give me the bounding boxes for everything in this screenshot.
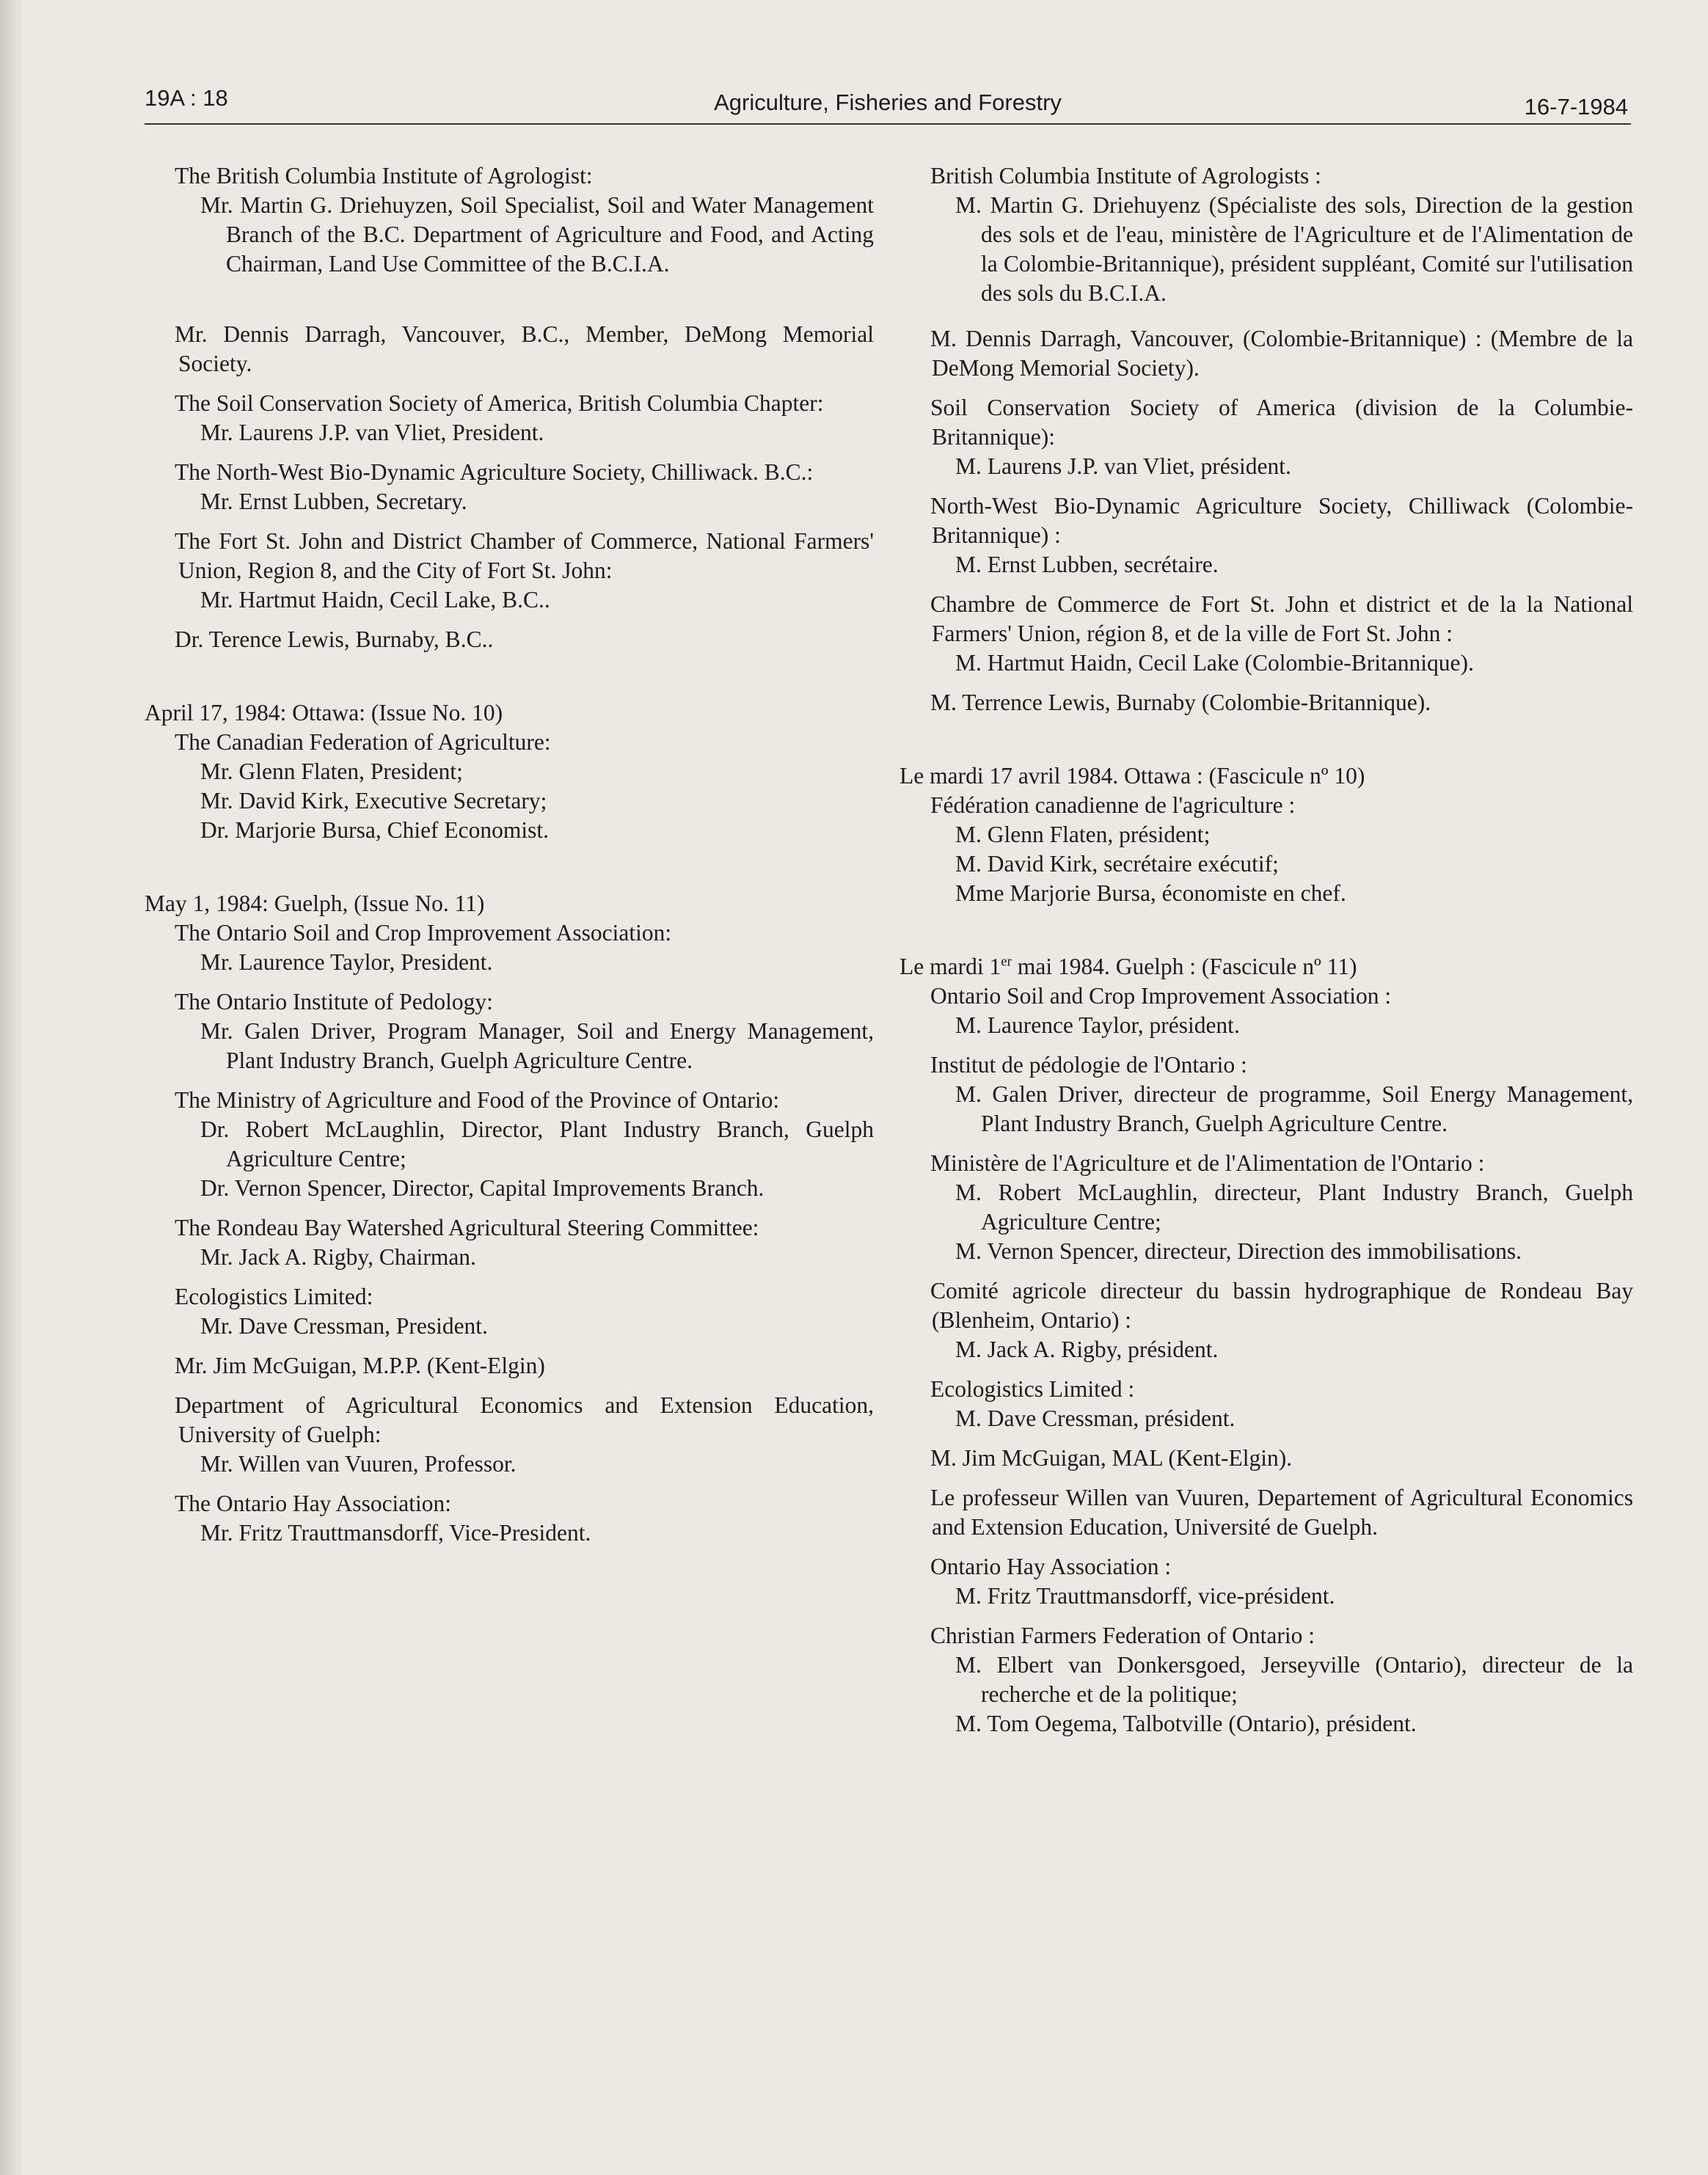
hearing-date: April 17, 1984: Ottawa: (Issue No. 10) (145, 700, 503, 725)
witness-org: The Soil Conservation Society of America, British Columbia Chapter: (175, 390, 824, 416)
date-prefix: Le mardi 1 (899, 954, 1001, 979)
witness-person: Dr. Marjorie Bursa, Chief Economist. (200, 817, 550, 843)
witness-person: M. Tom Oegema, Talbotville (Ontario), président. (955, 1711, 1417, 1736)
witness-person: M. Glenn Flaten, président; (955, 822, 1211, 847)
witness-org: The Rondeau Bay Watershed Agricultural Steering Committee: (175, 1215, 759, 1240)
witness-person: M. Hartmut Haidn, Cecil Lake (Colombie-Britannique). (955, 650, 1474, 676)
witness-org: Ontario Hay Association : (930, 1554, 1172, 1579)
witness-person: Mr. Martin G. Driehuyzen, Soil Specialist, Soil and Water Management Branch of the B.C. Department of Agriculture and Food, and Acting Chairman, Land Use Committee of the B.C.I.A. (200, 192, 874, 277)
witness-person: Mr. Willen van Vuuren, Professor. (200, 1451, 517, 1477)
witness-person: Mr. Galen Driver, Program Manager, Soil and Energy Management, Plant Industry Branch, Guelph Agriculture Centre. (200, 1018, 874, 1073)
hearing-date: May 1, 1984: Guelph, (Issue No. 11) (145, 891, 485, 916)
witness-org: The Ontario Institute of Pedology: (175, 989, 493, 1015)
witness-person: M. Dave Cressman, président. (955, 1405, 1236, 1431)
witness-person: Mr. Ernst Lubben, Secretary. (200, 489, 467, 514)
witness-individual: Dr. Terence Lewis, Burnaby, B.C.. (175, 626, 494, 652)
witness-person: Mr. Laurence Taylor, President. (200, 949, 493, 975)
witness-person: M. David Kirk, secrétaire exécutif; (955, 851, 1279, 877)
witness-org: Ecologistics Limited: (175, 1284, 373, 1309)
witness-org: The Ontario Hay Association: (175, 1491, 452, 1516)
page-date: 16-7-1984 (1524, 94, 1628, 120)
witness-person: Mr. Fritz Trauttmansdorff, Vice-President. (200, 1520, 591, 1546)
witness-person: Mr. Hartmut Haidn, Cecil Lake, B.C.. (200, 587, 550, 613)
witness-org: The Fort St. John and District Chamber of Commerce, National Farmers' Union, Region 8, and the City of Fort St. John: (175, 528, 874, 583)
witness-person: Mr. Dave Cressman, President. (200, 1313, 488, 1339)
witness-individual: Mr. Jim McGuigan, M.P.P. (Kent-Elgin) (175, 1353, 545, 1378)
witness-person: M. Laurence Taylor, président. (955, 1012, 1240, 1038)
witness-person: M. Vernon Spencer, directeur, Direction des immobilisations. (955, 1238, 1522, 1264)
witness-person: M. Laurens J.P. van Vliet, président. (955, 453, 1291, 479)
witness-person: Dr. Vernon Spencer, Director, Capital Improvements Branch. (200, 1175, 764, 1201)
witness-org: Ontario Soil and Crop Improvement Association : (930, 983, 1392, 1009)
witness-person: M. Robert McLaughlin, directeur, Plant Industry Branch, Guelph Agriculture Centre; (955, 1180, 1633, 1235)
witness-person: Dr. Robert McLaughlin, Director, Plant Industry Branch, Guelph Agriculture Centre; (200, 1116, 874, 1171)
witness-org: Soil Conservation Society of America (division de la Columbie-Britannique): (930, 395, 1633, 450)
page-binding-shadow (0, 0, 22, 2175)
witness-person: Mr. Laurens J.P. van Vliet, President. (200, 420, 544, 445)
witness-org: Christian Farmers Federation of Ontario : (930, 1623, 1315, 1648)
witness-person: Mr. Jack A. Rigby, Chairman. (200, 1244, 476, 1270)
witness-person: M. Galen Driver, directeur de programme, Soil Energy Management, Plant Industry Branch, Guelph Agriculture Centre. (955, 1081, 1633, 1136)
witness-org: Fédération canadienne de l'agriculture : (930, 792, 1296, 818)
witness-individual: Le professeur Willen van Vuuren, Departement of Agricultural Economics and Extension Education, Université de Guelph. (930, 1485, 1633, 1540)
witness-org: Institut de pédologie de l'Ontario : (930, 1052, 1247, 1078)
hearing-date (899, 952, 1633, 982)
witness-org: Ministère de l'Agriculture et de l'Alimentation de l'Ontario : (930, 1150, 1485, 1176)
hearing-date: Le mardi 17 avril 1984. Ottawa : (Fascicule nº 10) (899, 763, 1365, 789)
witness-org: North-West Bio-Dynamic Agriculture Society, Chilliwack (Colombie-Britannique) : (930, 493, 1633, 548)
witness-individual: M. Dennis Darragh, Vancouver, (Colombie-Britannique) : (Membre de la DeMong Memorial Society). (930, 326, 1633, 381)
witness-org: The Canadian Federation of Agriculture: (175, 729, 551, 755)
witness-individual: Mr. Dennis Darragh, Vancouver, B.C., Member, DeMong Memorial Society. (175, 321, 874, 376)
witness-person: M. Martin G. Driehuyenz (Spécialiste des sols, Direction de la gestion des sols et de l'eau, ministère de l'Agriculture et de l'Alimentation de la Colombie-Britannique), président suppléant, Comité sur l'utilisation des sols du B.C.I.A. (955, 192, 1633, 306)
witness-org: The Ministry of Agriculture and Food of the Province of Ontario: (175, 1087, 780, 1113)
witness-person: M. Elbert van Donkersgoed, Jerseyville (Ontario), directeur de la recherche et de la politique; (955, 1652, 1633, 1707)
witness-person: Mme Marjorie Bursa, économiste en chef. (955, 880, 1346, 906)
witness-org: Chambre de Commerce de Fort St. John et district et de la la National Farmers' Union, région 8, et de la ville de Fort St. John : (930, 591, 1633, 646)
witness-org: The British Columbia Institute of Agrologist: (175, 163, 593, 189)
page-id: 19A : 18 (145, 85, 228, 111)
witness-org: Department of Agricultural Economics and Extension Education, University of Guelph: (175, 1392, 874, 1447)
witness-org: The Ontario Soil and Crop Improvement Association: (175, 920, 672, 946)
witness-org: Comité agricole directeur du bassin hydrographique de Rondeau Bay (Blenheim, Ontario) : (930, 1278, 1633, 1333)
witness-individual: M. Jim McGuigan, MAL (Kent-Elgin). (930, 1445, 1293, 1471)
journal-title: Agriculture, Fisheries and Forestry (714, 89, 1062, 115)
witness-person: M. Fritz Trauttmansdorff, vice-président. (955, 1583, 1335, 1609)
witness-org: British Columbia Institute of Agrologists : (930, 163, 1321, 189)
witness-person: Mr. Glenn Flaten, President; (200, 758, 463, 784)
witness-person: Mr. David Kirk, Executive Secretary; (200, 788, 547, 814)
english-column (145, 161, 874, 1548)
witness-org: The North-West Bio-Dynamic Agriculture Society, Chilliwack. B.C.: (175, 459, 814, 485)
witness-org: Ecologistics Limited : (930, 1376, 1135, 1402)
date-suffix: mai 1984. Guelph : (Fascicule nº 11) (1011, 954, 1357, 979)
witness-person: M. Jack A. Rigby, président. (955, 1337, 1219, 1362)
ordinal-suffix: er (1001, 954, 1012, 970)
page-header (145, 82, 1631, 125)
witness-person: M. Ernst Lubben, secrétaire. (955, 552, 1219, 577)
witness-individual: M. Terrence Lewis, Burnaby (Colombie-Britannique). (930, 690, 1431, 715)
french-column (899, 161, 1633, 1739)
